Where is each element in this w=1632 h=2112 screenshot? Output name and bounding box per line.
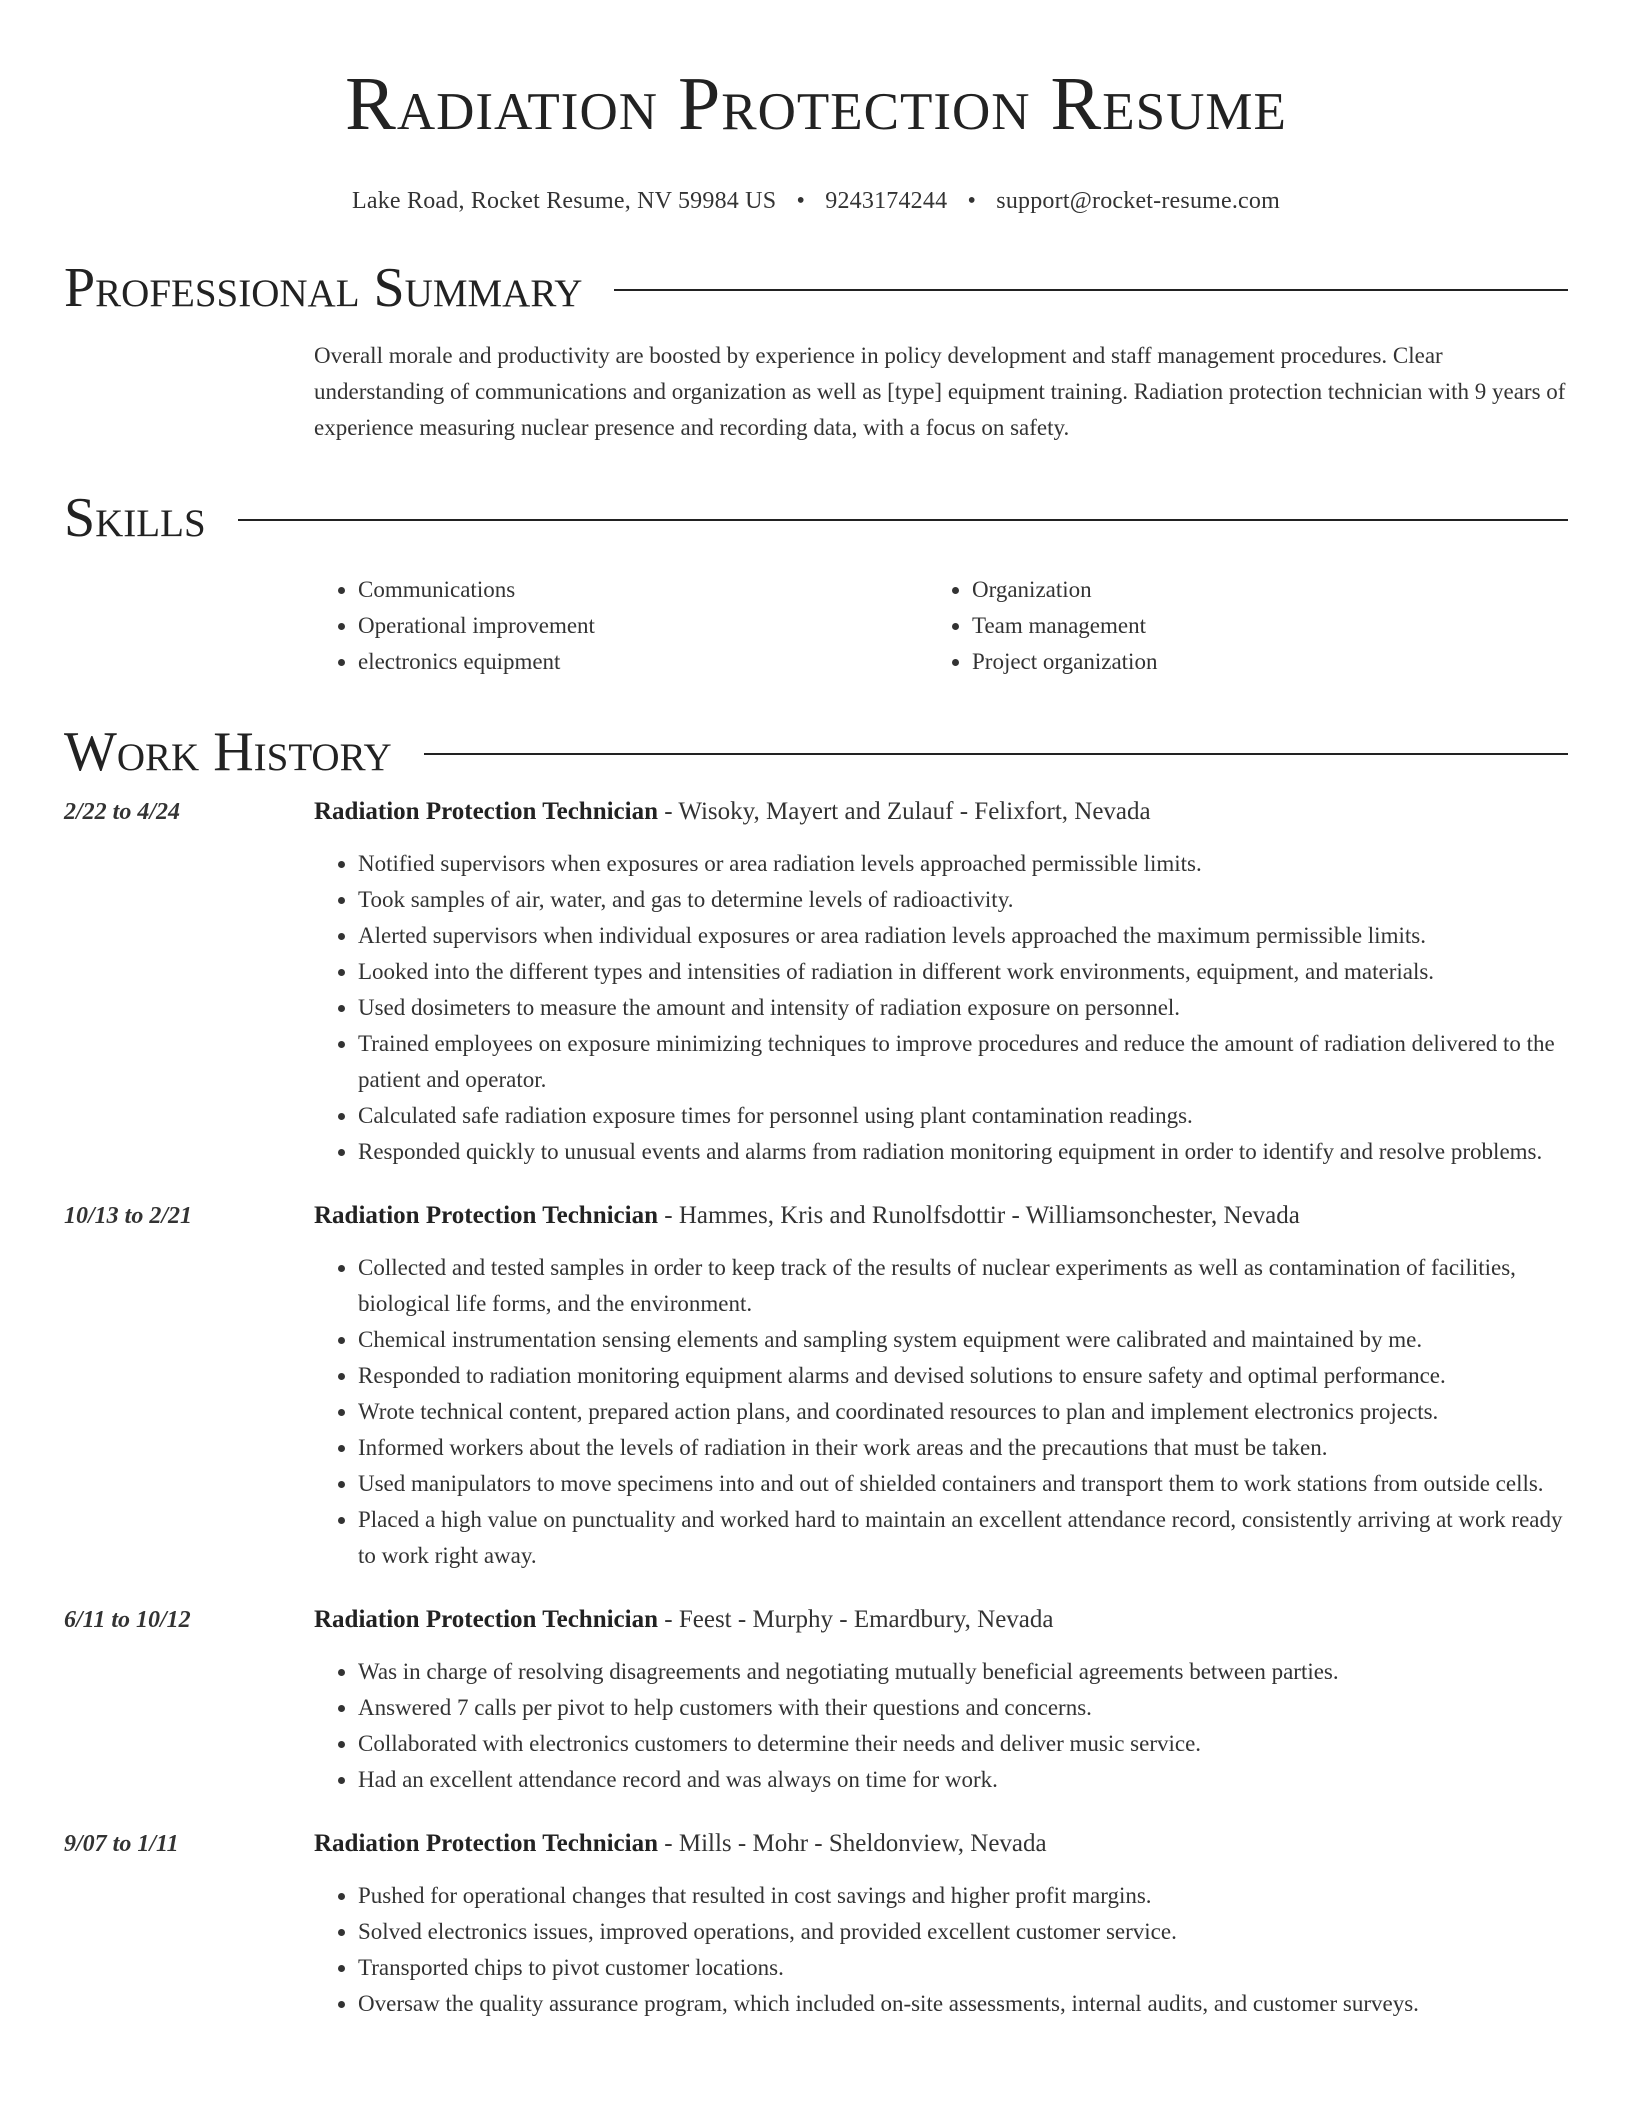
job-title: Radiation Protection Technician [314, 798, 659, 825]
job-bullet: • Collected and tested samples in order to keep track of the results of nuclear experiments as well as contamination of facilities, biological life forms, and the environment. [358, 1250, 1568, 1322]
skills-section-header [64, 486, 1568, 550]
job-bullet: • Looked into the different types and intensities of radiation in different work environments, equipment, and materials. [358, 954, 1568, 990]
work-heading: Work History [64, 721, 392, 783]
job-bullet: • Responded quickly to unusual events and alarms from radiation monitoring equipment in order to identify and resolve problems. [358, 1134, 1568, 1170]
job-title: Radiation Protection Technician [314, 1202, 659, 1229]
job-bullet: • Oversaw the quality assurance program, which included on-site assessments, internal audits, and customer surveys. [358, 1986, 1568, 2022]
job-entry [64, 794, 1568, 1170]
job-heading [314, 1198, 1568, 1234]
job-company: Mills - Mohr - Sheldonview, Nevada [678, 1830, 1047, 1857]
job-bullet: • Was in charge of resolving disagreements and negotiating mutually beneficial agreements between parties. [358, 1654, 1568, 1690]
summary-text: Overall morale and productivity are boosted by experience in policy development and staff management procedures. Clear understanding of communications and organization as well as [type] equipment training. Radiation protection technician with 9 years of experience measuring nuclear presence and recording data, with a focus on safety. [314, 343, 1566, 440]
job-entry [64, 1826, 1568, 2022]
job-entry [64, 1198, 1568, 1574]
job-body [314, 1198, 1568, 1574]
job-bullet: • Calculated safe radiation exposure times for personnel using plant contamination readings. [358, 1098, 1568, 1134]
job-bullet: • Transported chips to pivot customer locations. [358, 1950, 1568, 1986]
skills-heading: Skills [64, 487, 206, 549]
contact-email: support@rocket-resume.com [996, 188, 1280, 214]
skill-item: • Operational improvement [358, 608, 928, 644]
job-bullet: • Chemical instrumentation sensing elements and sampling system equipment were calibrated and maintained by me. [358, 1322, 1568, 1358]
skills-list [314, 572, 1568, 680]
work-section-header [64, 720, 1568, 784]
job-dates: 6/11 to 10/12 [64, 1607, 191, 1633]
skills-column-left [314, 572, 928, 680]
job-entry [64, 1602, 1568, 1798]
job-bullet: • Trained employees on exposure minimizing techniques to improve procedures and reduce the amount of radiation delivered to the patient and operator. [358, 1026, 1568, 1098]
job-bullet: • Had an excellent attendance record and was always on time for work. [358, 1762, 1568, 1798]
job-heading [314, 1602, 1568, 1638]
job-bullet: • Used dosimeters to measure the amount and intensity of radiation exposure on personnel. [358, 990, 1568, 1026]
summary-section-header [64, 256, 1568, 320]
section-divider [238, 519, 1568, 521]
job-bullet: • Alerted supervisors when individual exposures or area radiation levels approached the maximum permissible limits. [358, 918, 1568, 954]
job-body [314, 1602, 1568, 1798]
section-divider [424, 753, 1568, 755]
job-dash: - [658, 1606, 679, 1633]
job-bullet: • Took samples of air, water, and gas to determine levels of radioactivity. [358, 882, 1568, 918]
job-bullet: • Solved electronics issues, improved operations, and provided excellent customer service. [358, 1914, 1568, 1950]
skill-item: • Project organization [972, 644, 1542, 680]
job-bullets [314, 1654, 1568, 1798]
job-dash: - [658, 1202, 679, 1229]
section-divider [614, 289, 1568, 291]
resume-title: Radiation Protection Resume [345, 62, 1287, 146]
job-bullet: • Answered 7 calls per pivot to help customers with their questions and concerns. [358, 1690, 1568, 1726]
job-title: Radiation Protection Technician [314, 1830, 659, 1857]
job-dates: 2/22 to 4/24 [64, 799, 181, 825]
contact-separator: • [796, 188, 806, 214]
job-bullet: • Informed workers about the levels of radiation in their work areas and the precautions that must be taken. [358, 1430, 1568, 1466]
job-title: Radiation Protection Technician [314, 1606, 659, 1633]
job-bullet: • Used manipulators to move specimens into and out of shielded containers and transport them to work stations from outside cells. [358, 1466, 1568, 1502]
job-bullets [314, 846, 1568, 1170]
skill-item: • Organization [972, 572, 1542, 608]
job-heading [314, 1826, 1568, 1862]
skills-column-right [928, 572, 1542, 680]
job-bullet: • Wrote technical content, prepared action plans, and coordinated resources to plan and implement electronics projects. [358, 1394, 1568, 1430]
job-dash: - [658, 798, 679, 825]
contact-phone: 9243174244 [825, 188, 948, 214]
job-bullet: • Pushed for operational changes that resulted in cost savings and higher profit margins. [358, 1878, 1568, 1914]
job-bullets [314, 1250, 1568, 1574]
job-body [314, 1826, 1568, 2022]
job-dates: 10/13 to 2/21 [64, 1203, 193, 1229]
contact-line [64, 186, 1568, 216]
skill-item: • Team management [972, 608, 1542, 644]
job-bullet: • Collaborated with electronics customers to determine their needs and deliver music service. [358, 1726, 1568, 1762]
skill-item: • Communications [358, 572, 928, 608]
job-bullets [314, 1878, 1568, 2022]
skill-item: • electronics equipment [358, 644, 928, 680]
job-company: Wisoky, Mayert and Zulauf - Felixfort, Nevada [678, 798, 1151, 825]
job-company: Hammes, Kris and Runolfsdottir - Williamsonchester, Nevada [678, 1202, 1300, 1229]
job-dates: 9/07 to 1/11 [64, 1831, 179, 1857]
job-heading [314, 794, 1568, 830]
contact-address: Lake Road, Rocket Resume, NV 59984 US [352, 188, 777, 214]
job-bullet: • Responded to radiation monitoring equipment alarms and devised solutions to ensure safety and optimal performance. [358, 1358, 1568, 1394]
job-body [314, 794, 1568, 1170]
job-bullet: • Placed a high value on punctuality and worked hard to maintain an excellent attendance record, consistently arriving at work ready to work right away. [358, 1502, 1568, 1574]
contact-separator: • [967, 188, 977, 214]
job-company: Feest - Murphy - Emardbury, Nevada [678, 1606, 1054, 1633]
summary-heading: Professional Summary [64, 257, 583, 319]
job-dash: - [658, 1830, 679, 1857]
job-bullet: • Notified supervisors when exposures or area radiation levels approached permissible limits. [358, 846, 1568, 882]
